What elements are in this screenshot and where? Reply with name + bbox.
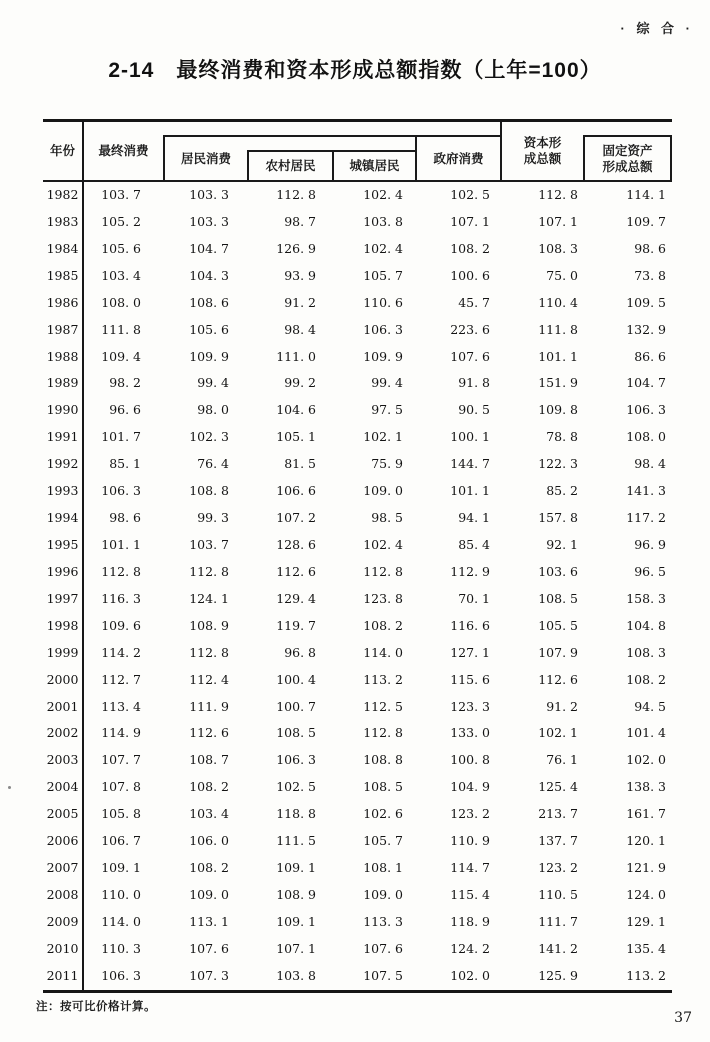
header-capital-formation-line2: 成总额 [523, 152, 562, 166]
year-cell: 1996 [46, 563, 79, 579]
value-cell: 112. 8 [363, 725, 403, 741]
value-cell: 113. 3 [363, 913, 403, 929]
value-cell: 105. 1 [276, 429, 316, 445]
page-number: 37 [674, 1010, 692, 1026]
value-cell: 109. 0 [189, 886, 229, 902]
year-cell: 1989 [46, 375, 79, 391]
value-cell: 98. 4 [634, 456, 666, 472]
value-cell: 100. 6 [450, 267, 490, 283]
value-cell: 110. 0 [101, 886, 141, 902]
value-cell: 78. 8 [546, 429, 578, 445]
value-cell: 103. 6 [538, 563, 578, 579]
table-row [43, 478, 672, 505]
value-cell: 108. 3 [538, 240, 578, 256]
value-cell: 107. 6 [363, 940, 403, 956]
value-cell: 76. 1 [546, 752, 578, 768]
value-cell: 120. 1 [626, 833, 666, 849]
table-row [43, 936, 672, 963]
value-cell: 108. 5 [276, 725, 316, 741]
value-cell: 94. 1 [458, 510, 490, 526]
value-cell: 109. 1 [276, 913, 316, 929]
value-cell: 86. 6 [634, 348, 666, 364]
header-final-consumption: 最终消费 [98, 144, 149, 158]
value-cell: 107. 1 [538, 213, 578, 229]
value-cell: 108. 5 [363, 779, 403, 795]
value-cell: 112. 8 [538, 187, 578, 202]
value-cell: 102. 0 [450, 967, 490, 983]
table-row [43, 559, 672, 586]
value-cell: 101. 4 [626, 725, 666, 741]
year-cell: 2000 [46, 671, 79, 687]
value-cell: 123. 2 [538, 860, 578, 876]
value-cell: 133. 0 [450, 725, 490, 741]
value-cell: 101. 1 [538, 348, 578, 364]
value-cell: 112. 7 [101, 671, 141, 687]
value-cell: 103. 8 [363, 213, 403, 229]
value-cell: 102. 6 [363, 806, 403, 822]
year-cell: 2007 [46, 860, 79, 876]
value-cell: 96. 8 [284, 644, 316, 660]
value-cell: 109. 5 [626, 294, 666, 310]
table-row [43, 640, 672, 667]
value-cell: 108. 5 [538, 590, 578, 606]
value-cell: 112. 8 [101, 563, 141, 579]
value-cell: 108. 0 [626, 429, 666, 445]
value-cell: 102. 4 [363, 536, 403, 552]
value-cell: 109. 9 [363, 348, 403, 364]
value-cell: 105. 6 [189, 321, 229, 337]
value-cell: 138. 3 [626, 779, 666, 795]
value-cell: 100. 8 [450, 752, 490, 768]
value-cell: 102. 0 [626, 752, 666, 768]
value-cell: 75. 9 [371, 456, 403, 472]
table-row [43, 424, 672, 451]
value-cell: 107. 5 [363, 967, 403, 983]
value-cell: 118. 9 [450, 913, 490, 929]
value-cell: 114. 9 [101, 725, 141, 741]
section-corner-label: · 综 合 · [620, 21, 694, 36]
value-cell: 112. 8 [363, 563, 403, 579]
year-cell: 1988 [46, 348, 79, 364]
value-cell: 111. 0 [276, 348, 316, 364]
year-cell: 1995 [46, 536, 79, 552]
value-cell: 103. 7 [189, 536, 229, 552]
value-cell: 213. 7 [538, 806, 578, 822]
value-cell: 102. 3 [189, 429, 229, 445]
value-cell: 93. 9 [284, 267, 316, 283]
table-row [43, 855, 672, 882]
header-fixed-assets-line1: 固定资产 [602, 143, 653, 158]
value-cell: 92. 1 [546, 536, 578, 552]
year-cell: 2005 [46, 806, 79, 822]
value-cell: 106. 7 [101, 833, 141, 849]
table-row [43, 505, 672, 532]
value-cell: 106. 3 [626, 402, 666, 418]
value-cell: 107. 6 [189, 940, 229, 956]
table-row [43, 694, 672, 721]
value-cell: 73. 8 [634, 267, 666, 283]
value-cell: 96. 9 [634, 536, 666, 552]
value-cell: 111. 8 [538, 321, 578, 337]
table-row [43, 667, 672, 694]
value-cell: 103. 8 [276, 967, 316, 983]
value-cell: 101. 7 [101, 429, 141, 445]
value-cell: 108. 2 [626, 671, 666, 687]
year-cell: 2009 [46, 913, 79, 929]
header-year: 年份 [49, 144, 75, 158]
value-cell: 85. 2 [546, 483, 578, 499]
value-cell: 112. 8 [189, 644, 229, 660]
value-cell: 124. 1 [189, 590, 229, 606]
header-fixed-assets-line2: 形成总额 [602, 159, 653, 174]
header-capital-formation-total [502, 122, 583, 180]
value-cell: 102. 1 [538, 725, 578, 741]
year-cell: 2008 [46, 886, 79, 902]
value-cell: 99. 3 [197, 510, 229, 526]
value-cell: 123. 3 [450, 698, 490, 714]
year-cell: 2001 [46, 698, 79, 714]
value-cell: 98. 6 [634, 240, 666, 256]
value-cell: 108. 1 [363, 860, 403, 876]
value-cell: 76. 4 [197, 456, 229, 472]
value-cell: 110. 4 [538, 294, 578, 310]
value-cell: 107. 1 [276, 940, 316, 956]
value-cell: 118. 8 [276, 806, 316, 822]
value-cell: 124. 0 [626, 886, 666, 902]
value-cell: 116. 6 [450, 617, 490, 633]
value-cell: 107. 8 [101, 779, 141, 795]
table-row [43, 263, 672, 290]
table-row [43, 209, 672, 236]
value-cell: 108. 0 [101, 294, 141, 310]
table-row [43, 370, 672, 397]
value-cell: 116. 3 [101, 590, 141, 606]
value-cell: 103. 4 [101, 267, 141, 283]
value-cell: 110. 6 [363, 294, 403, 310]
value-cell: 112. 6 [189, 725, 229, 741]
value-cell: 114. 0 [363, 644, 403, 660]
value-cell: 129. 1 [626, 913, 666, 929]
year-cell: 2011 [46, 967, 79, 983]
value-cell: 102. 4 [363, 240, 403, 256]
year-cell: 1993 [46, 483, 79, 499]
value-cell: 115. 6 [450, 671, 490, 687]
value-cell: 110. 3 [101, 940, 141, 956]
value-cell: 113. 2 [626, 967, 666, 983]
year-cell: 1986 [46, 294, 79, 310]
page-title: 2-14 最终消费和资本形成总额指数（上年=100） [108, 59, 602, 82]
year-cell: 1999 [46, 644, 79, 660]
header-resident-consumption: 居民消费 [180, 151, 231, 166]
value-cell: 102. 4 [363, 187, 403, 202]
table-header [43, 122, 672, 182]
value-cell: 99. 4 [197, 375, 229, 391]
value-cell: 111. 7 [538, 913, 578, 929]
value-cell: 108. 8 [363, 752, 403, 768]
value-cell: 106. 0 [189, 833, 229, 849]
value-cell: 114. 2 [101, 644, 141, 660]
value-cell: 125. 4 [538, 779, 578, 795]
value-cell: 112. 8 [276, 187, 316, 202]
value-cell: 105. 8 [101, 806, 141, 822]
value-cell: 109. 4 [101, 348, 141, 364]
header-fixed-assets-formation-total [585, 137, 670, 180]
statistics-table [43, 119, 672, 993]
value-cell: 110. 9 [450, 833, 490, 849]
value-cell: 108. 8 [189, 483, 229, 499]
value-cell: 107. 1 [450, 213, 490, 229]
year-cell: 1984 [46, 240, 79, 256]
value-cell: 114. 7 [450, 860, 490, 876]
table-row [43, 747, 672, 774]
value-cell: 98. 6 [109, 510, 141, 526]
year-cell: 2006 [46, 833, 79, 849]
value-cell: 104. 7 [189, 240, 229, 256]
value-cell: 108. 6 [189, 294, 229, 310]
value-cell: 112. 9 [450, 563, 490, 579]
value-cell: 104. 3 [189, 267, 229, 283]
value-cell: 96. 5 [634, 563, 666, 579]
value-cell: 105. 5 [538, 617, 578, 633]
value-cell: 109. 1 [276, 860, 316, 876]
value-cell: 108. 2 [189, 860, 229, 876]
year-cell: 2010 [46, 940, 79, 956]
value-cell: 102. 5 [450, 187, 490, 202]
value-cell: 98. 7 [284, 213, 316, 229]
value-cell: 108. 7 [189, 752, 229, 768]
table-row [43, 801, 672, 828]
year-cell: 1994 [46, 510, 79, 526]
value-cell: 106. 3 [101, 967, 141, 983]
table-row [43, 397, 672, 424]
value-cell: 109. 6 [101, 617, 141, 633]
value-cell: 98. 5 [371, 510, 403, 526]
year-cell: 2003 [46, 752, 79, 768]
value-cell: 104. 7 [626, 375, 666, 391]
table-row [43, 963, 672, 990]
value-cell: 111. 8 [101, 321, 141, 337]
value-cell: 112. 5 [363, 698, 403, 714]
value-cell: 112. 4 [189, 671, 229, 687]
header-government-consumption: 政府消费 [433, 151, 484, 166]
value-cell: 109. 1 [101, 860, 141, 876]
value-cell: 109. 8 [538, 402, 578, 418]
value-cell: 141. 2 [538, 940, 578, 956]
year-cell: 2002 [46, 725, 79, 741]
value-cell: 121. 9 [626, 860, 666, 876]
value-cell: 129. 4 [276, 590, 316, 606]
year-cell: 1987 [46, 321, 79, 337]
footnote: 注：按可比价格计算。 [36, 1001, 156, 1013]
table-row [43, 882, 672, 909]
table-row [43, 236, 672, 263]
value-cell: 124. 2 [450, 940, 490, 956]
value-cell: 158. 3 [626, 590, 666, 606]
table-body [43, 182, 672, 990]
value-cell: 128. 6 [276, 536, 316, 552]
value-cell: 107. 2 [276, 510, 316, 526]
value-cell: 108. 9 [189, 617, 229, 633]
value-cell: 112. 6 [538, 671, 578, 687]
value-cell: 104. 6 [276, 402, 316, 418]
value-cell: 108. 2 [363, 617, 403, 633]
value-cell: 114. 0 [101, 913, 141, 929]
value-cell: 137. 7 [538, 833, 578, 849]
value-cell: 115. 4 [450, 886, 490, 902]
value-cell: 123. 8 [363, 590, 403, 606]
value-cell: 123. 2 [450, 806, 490, 822]
value-cell: 119. 7 [276, 617, 316, 633]
value-cell: 81. 5 [284, 456, 316, 472]
year-cell: 1982 [46, 187, 79, 202]
table-row [43, 344, 672, 371]
value-cell: 113. 4 [101, 698, 141, 714]
value-cell: 94. 5 [634, 698, 666, 714]
value-cell: 85. 1 [109, 456, 141, 472]
value-cell: 107. 7 [101, 752, 141, 768]
year-cell: 1990 [46, 402, 79, 418]
value-cell: 85. 4 [458, 536, 490, 552]
table-row [43, 828, 672, 855]
value-cell: 99. 2 [284, 375, 316, 391]
value-cell: 151. 9 [538, 375, 578, 391]
value-cell: 102. 5 [276, 779, 316, 795]
year-cell: 2004 [46, 779, 79, 795]
value-cell: 97. 5 [371, 402, 403, 418]
value-cell: 105. 7 [363, 833, 403, 849]
value-cell: 90. 5 [458, 402, 490, 418]
value-cell: 96. 6 [109, 402, 141, 418]
value-cell: 109. 0 [363, 886, 403, 902]
year-cell: 1997 [46, 590, 79, 606]
value-cell: 109. 0 [363, 483, 403, 499]
table-row [43, 182, 672, 209]
value-cell: 104. 9 [450, 779, 490, 795]
value-cell: 108. 9 [276, 886, 316, 902]
value-cell: 103. 3 [189, 213, 229, 229]
value-cell: 110. 5 [538, 886, 578, 902]
value-cell: 98. 2 [109, 375, 141, 391]
value-cell: 223. 6 [450, 321, 490, 337]
value-cell: 108. 2 [189, 779, 229, 795]
value-cell: 157. 8 [538, 510, 578, 526]
value-cell: 98. 0 [197, 402, 229, 418]
value-cell: 125. 9 [538, 967, 578, 983]
value-cell: 106. 3 [276, 752, 316, 768]
value-cell: 161. 7 [626, 806, 666, 822]
header-capital-formation-line1: 资本形 [523, 136, 562, 150]
value-cell: 108. 2 [450, 240, 490, 256]
value-cell: 75. 0 [546, 267, 578, 283]
value-cell: 126. 9 [276, 240, 316, 256]
value-cell: 100. 7 [276, 698, 316, 714]
header-grid-line [670, 135, 672, 180]
value-cell: 132. 9 [626, 321, 666, 337]
year-cell: 1991 [46, 429, 79, 445]
value-cell: 91. 2 [284, 294, 316, 310]
table-row [43, 720, 672, 747]
scan-artifact-dot [8, 786, 11, 789]
year-cell: 1985 [46, 267, 79, 283]
value-cell: 102. 1 [363, 429, 403, 445]
year-cell: 1983 [46, 213, 79, 229]
value-cell: 91. 2 [546, 698, 578, 714]
value-cell: 105. 6 [101, 240, 141, 256]
value-cell: 106. 3 [101, 483, 141, 499]
value-cell: 100. 1 [450, 429, 490, 445]
value-cell: 101. 1 [450, 483, 490, 499]
value-cell: 135. 4 [626, 940, 666, 956]
value-cell: 107. 6 [450, 348, 490, 364]
value-cell: 112. 8 [189, 563, 229, 579]
year-cell: 1998 [46, 617, 79, 633]
value-cell: 103. 4 [189, 806, 229, 822]
value-cell: 103. 3 [189, 187, 229, 202]
value-cell: 108. 3 [626, 644, 666, 660]
value-cell: 98. 4 [284, 321, 316, 337]
value-cell: 91. 8 [458, 375, 490, 391]
table-row [43, 317, 672, 344]
table-row [43, 290, 672, 317]
value-cell: 113. 2 [363, 671, 403, 687]
value-cell: 107. 9 [538, 644, 578, 660]
table-row [43, 451, 672, 478]
table-row [43, 909, 672, 936]
value-cell: 103. 7 [101, 187, 141, 202]
value-cell: 99. 4 [371, 375, 403, 391]
value-cell: 70. 1 [458, 590, 490, 606]
value-cell: 109. 9 [189, 348, 229, 364]
value-cell: 144. 7 [450, 456, 490, 472]
header-urban-residents: 城镇居民 [349, 159, 400, 173]
header-rural-residents: 农村居民 [265, 159, 316, 173]
value-cell: 100. 4 [276, 671, 316, 687]
value-cell: 106. 3 [363, 321, 403, 337]
value-cell: 106. 6 [276, 483, 316, 499]
value-cell: 113. 1 [189, 913, 229, 929]
value-cell: 109. 7 [626, 213, 666, 229]
table-row [43, 586, 672, 613]
value-cell: 101. 1 [101, 536, 141, 552]
value-cell: 112. 6 [276, 563, 316, 579]
value-cell: 114. 1 [626, 187, 666, 202]
value-cell: 45. 7 [458, 294, 490, 310]
table-row [43, 532, 672, 559]
value-cell: 117. 2 [626, 510, 666, 526]
value-cell: 111. 5 [276, 833, 316, 849]
table-row [43, 613, 672, 640]
value-cell: 105. 7 [363, 267, 403, 283]
value-cell: 107. 3 [189, 967, 229, 983]
value-cell: 122. 3 [538, 456, 578, 472]
value-cell: 104. 8 [626, 617, 666, 633]
value-cell: 111. 9 [189, 698, 229, 714]
year-cell: 1992 [46, 456, 79, 472]
value-cell: 127. 1 [450, 644, 490, 660]
table-row [43, 774, 672, 801]
value-cell: 105. 2 [101, 213, 141, 229]
value-cell: 141. 3 [626, 483, 666, 499]
